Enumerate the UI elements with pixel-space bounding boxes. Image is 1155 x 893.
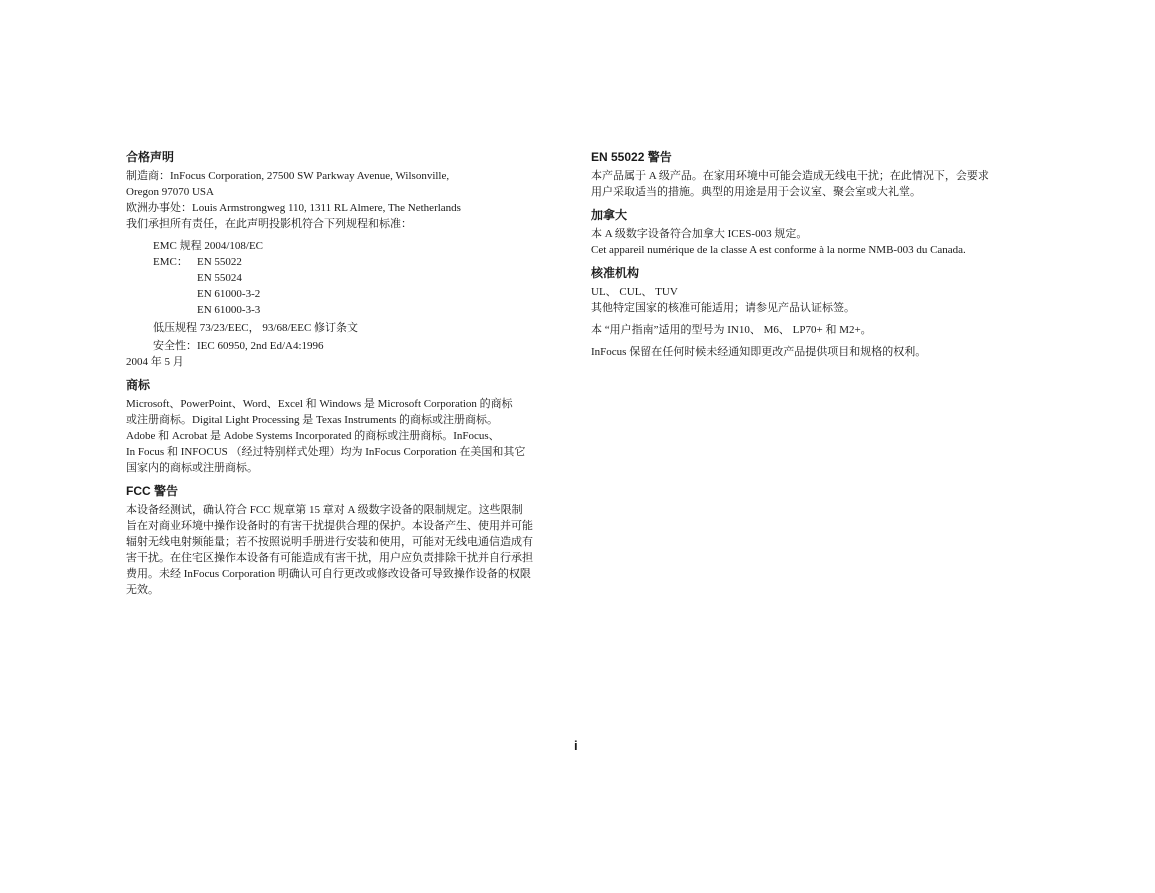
declaration-date: 2004 年 5 月 (126, 356, 184, 368)
canada-line: Cet appareil numérique de la classe A est conforme à la norme NMB-003 du Canada. (591, 244, 966, 256)
en55022-line: 用户采取适当的措施。典型的用途是用于会议室、聚会室或大礼堂。 (591, 186, 921, 198)
manufacturer-line: 制造商：InFocus Corporation, 27500 SW Parkway Avenue, Wilsonville, (126, 170, 450, 182)
fcc-heading: FCC 警告 (126, 484, 178, 498)
emc-standard: EN 55024 (197, 272, 242, 284)
emc-standard: EN 61000-3-3 (197, 304, 261, 316)
rights-line: InFocus 保留在任何时候未经通知即更改产品提供项目和规格的权利。 (591, 346, 927, 358)
trademarks-line: Microsoft、PowerPoint、Word、Excel 和 Windows 是 Microsoft Corporation 的商标 (126, 398, 513, 410)
emc-label: EMC： (153, 256, 188, 268)
fcc-line: 辐射无线电射频能量；若不按照说明手册进行安装和使用，可能对无线电通信造成有 (126, 536, 533, 548)
europe-office-line: 欧洲办事处：Louis Armstrongweg 110, 1311 RL Almere, The Netherlands (126, 202, 461, 214)
trademarks-line: Adobe 和 Acrobat 是 Adobe Systems Incorporated 的商标或注册商标。InFocus、 (126, 430, 500, 442)
right-column (591, 150, 1041, 360)
fcc-line: 无效。 (126, 584, 159, 596)
fcc-section (126, 484, 576, 598)
fcc-line: 本设备经测试，确认符合 FCC 规章第 15 章对 A 级数字设备的限制规定。这些限制 (126, 504, 523, 516)
trademarks-line: 国家内的商标或注册商标。 (126, 462, 258, 474)
canada-line: 本 A 级数字设备符合加拿大 ICES-003 规定。 (591, 228, 808, 240)
trademarks-line: 或注册商标。Digital Light Processing 是 Texas Instruments 的商标或注册商标。 (126, 414, 498, 426)
declaration-line: 我们承担所有责任，在此声明投影机符合下列规程和标准： (126, 218, 412, 230)
canada-section (591, 208, 1041, 258)
emc-standards-block (126, 254, 576, 270)
en55022-line: 本产品属于 A 级产品。在家用环境中可能会造成无线电干扰；在此情况下，会要求 (591, 170, 989, 182)
safety-standard: 安全性：IEC 60950, 2nd Ed/A4:1996 (153, 340, 324, 352)
emc-standard: EN 61000-3-2 (197, 288, 261, 300)
fcc-line: 害干扰。在住宅区操作本设备有可能造成有害干扰，用户应负责排除干扰并自行承担 (126, 552, 533, 564)
fcc-line: 费用。未经 InFocus Corporation 明确认可自行更改或修改设备可导致操作设备的权限 (126, 568, 531, 580)
left-column (126, 150, 576, 598)
compliance-section (126, 150, 576, 370)
manufacturer-address-line: Oregon 97070 USA (126, 186, 214, 198)
canada-heading: 加拿大 (591, 208, 628, 222)
page-number: i (574, 738, 578, 753)
emc-directive: EMC 规程 2004/108/EC (153, 240, 264, 252)
approvals-line: 其他特定国家的核准可能适用；请参见产品认证标签。 (591, 302, 855, 314)
compliance-heading: 合格声明 (126, 150, 175, 164)
approvals-heading: 核准机构 (591, 266, 640, 280)
trademarks-heading: 商标 (126, 378, 151, 392)
fcc-line: 旨在对商业环境中操作设备时的有害干扰提供合理的保护。本设备产生、使用并可能 (126, 520, 533, 532)
approvals-line: UL、 CUL、 TUV (591, 286, 678, 298)
approvals-section (591, 266, 1041, 360)
emc-standard: EN 55022 (197, 256, 242, 268)
trademarks-section (126, 378, 576, 476)
low-voltage-directive: 低压规程 73/23/EEC， 93/68/EEC 修订条文 (153, 322, 359, 334)
trademarks-line: In Focus 和 INFOCUS （经过特别样式处理）均为 InFocus Corporation 在美国和其它 (126, 446, 526, 458)
en55022-section (591, 150, 1041, 200)
en55022-heading: EN 55022 警告 (591, 150, 672, 164)
models-line: 本 “用户指南”适用的型号为 IN10、 M6、 LP70+ 和 M2+。 (591, 324, 872, 336)
